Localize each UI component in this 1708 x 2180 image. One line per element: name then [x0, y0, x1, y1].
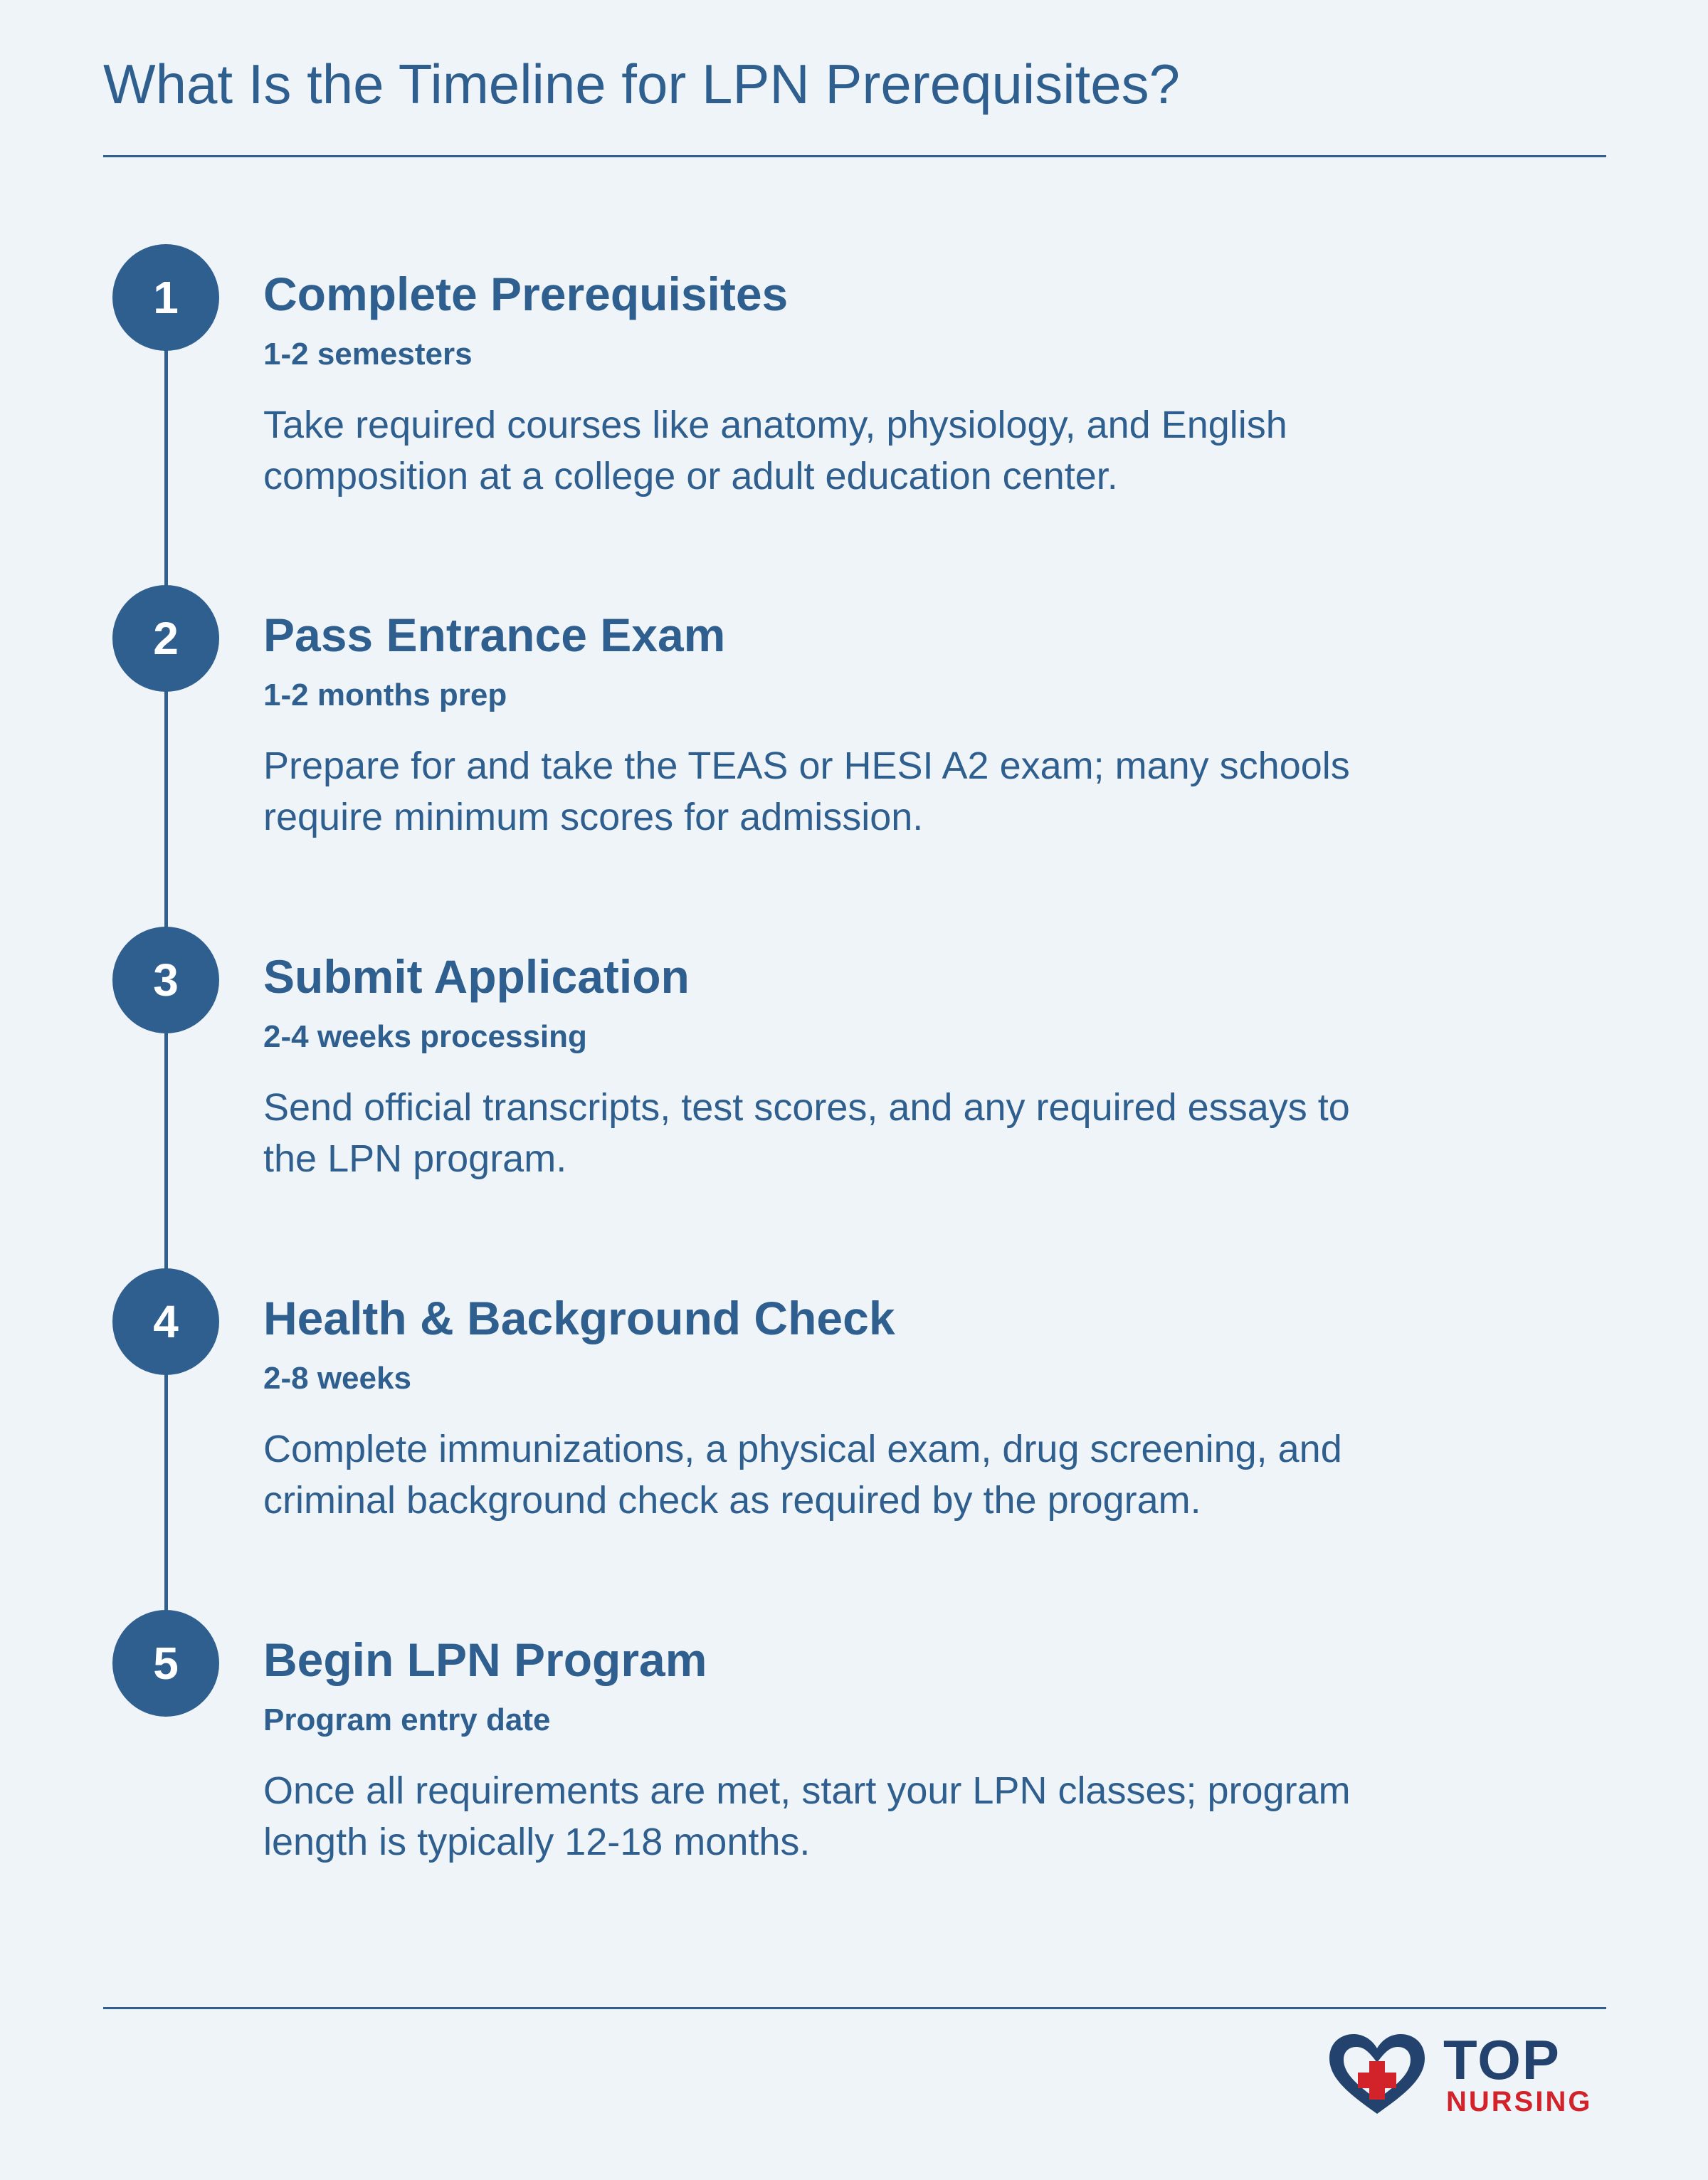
step-description: Complete immunizations, a physical exam, drug screening, and criminal background check as required by the program. — [263, 1428, 1342, 1522]
step-duration: 2-4 weeks processing — [263, 1019, 587, 1054]
bottom-divider — [103, 2007, 1606, 2009]
step-number-badge: 1 — [112, 244, 219, 351]
step-title: Begin LPN Program — [263, 1633, 707, 1686]
step-number-badge: 2 — [112, 585, 219, 692]
step-duration: 2-8 weeks — [263, 1361, 411, 1396]
step-title: Complete Prerequisites — [263, 268, 789, 320]
top-divider — [103, 155, 1606, 157]
step-description: Take required courses like anatomy, physiology, and English composition at a college or adult education center. — [263, 404, 1287, 497]
step-description: Send official transcripts, test scores, and any required essays to the LPN program. — [263, 1086, 1350, 1180]
page-title: What Is the Timeline for LPN Prerequisites? — [103, 53, 1180, 115]
step-duration: Program entry date — [263, 1702, 551, 1737]
step-number-badge: 3 — [112, 927, 219, 1033]
top-nursing-logo — [1324, 2028, 1608, 2121]
step-description: Prepare for and take the TEAS or HESI A2 exam; many schools require minimum scores for admission. — [263, 744, 1350, 838]
step-number-badge: 5 — [112, 1610, 219, 1717]
heart-cross-icon — [1324, 2028, 1430, 2121]
step-title: Submit Application — [263, 950, 690, 1003]
logo-wordmark-top: TOP — [1443, 2028, 1561, 2091]
step-duration: 1-2 months prep — [263, 678, 507, 712]
step-title: Pass Entrance Exam — [263, 609, 726, 661]
step-description: Once all requirements are met, start your LPN classes; program length is typically 12-18 months. — [263, 1769, 1351, 1863]
step-number-badge: 4 — [112, 1268, 219, 1375]
logo-wordmark-nursing: NURSING — [1446, 2086, 1593, 2117]
step-duration: 1-2 semesters — [263, 337, 473, 372]
step-title: Health & Background Check — [263, 1292, 895, 1344]
